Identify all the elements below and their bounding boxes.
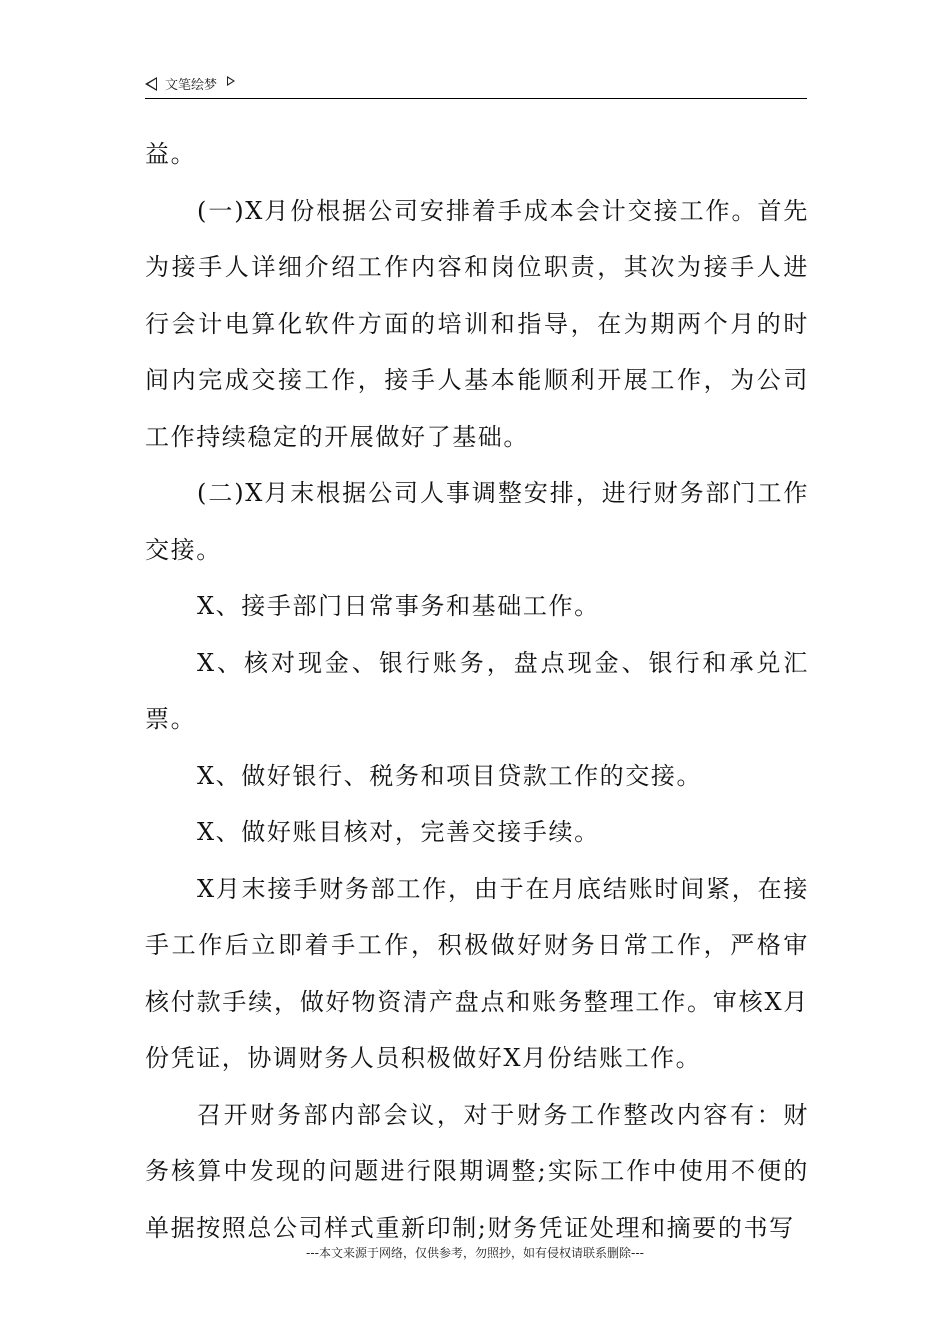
page-footer: ---本文来源于网络，仅供参考，勿照抄，如有侵权请联系删除---	[306, 1246, 644, 1260]
paragraph-1: 益。	[145, 140, 197, 168]
list-item-1: X、接手部门日常事务和基础工作。	[197, 592, 600, 620]
triangle-right-icon	[227, 76, 235, 86]
paragraph-3: (二)X月末根据公司人事调整安排，进行财务部门工作交接。	[145, 479, 809, 564]
paragraph-2: (一)X月份根据公司安排着手成本会计交接工作。首先为接手人详细介绍工作内容和岗位职责，其次为接手人进行会计电算化软件方面的培训和指导，在为期两个月的时间内完成交接工作，接手人基本能顺利开展工作，为公司工作持续稳定的开展做好了基础。	[145, 196, 809, 451]
list-item-2: X、核对现金、银行账务，盘点现金、银行和承兑汇票。	[145, 648, 809, 733]
document-body	[145, 126, 809, 1256]
triangle-left-icon	[145, 77, 157, 91]
header-brand	[145, 74, 235, 93]
list-item-4: X、做好账目核对，完善交接手续。	[197, 818, 600, 846]
list-item-3: X、做好银行、税务和项目贷款工作的交接。	[197, 761, 703, 790]
header-title: 文笔绘梦	[165, 78, 218, 93]
paragraph-5: 召开财务部内部会议，对于财务工作整改内容有：财务核算中发现的问题进行限期调整;实际工作中使用不便的单据按照总公司样式重新印制;财务凭证处理和摘要的书写	[145, 1100, 809, 1242]
paragraph-4: X月末接手财务部工作，由于在月底结账时间紧，在接手工作后立即着手工作，积极做好财务日常工作，严格审核付款手续，做好物资清产盘点和账务整理工作。审核X月份凭证，协调财务人员积极做好X月份结账工作。	[145, 874, 809, 1072]
page-header	[145, 72, 807, 99]
